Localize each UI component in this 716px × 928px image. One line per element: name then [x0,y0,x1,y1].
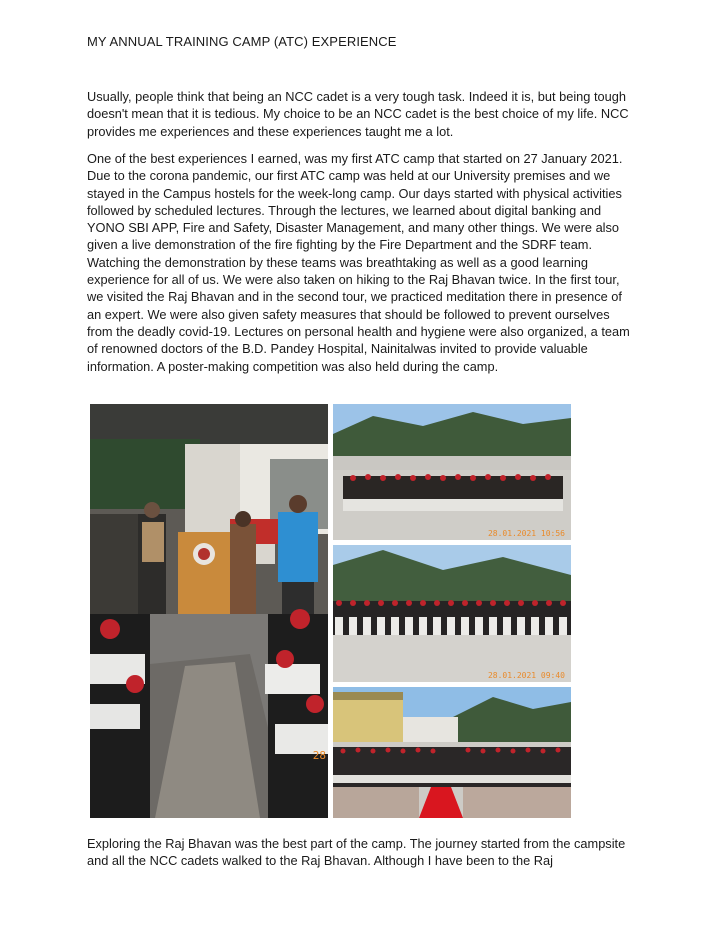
paragraph-camp-experience: One of the best experiences I earned, was my first ATC camp that started on 27 January 2021. Due to the corona pandemic, our first ATC camp was held at our University premises and we stayed in the Campus hostels for the week-long camp. Our days started with physical activities followed by scheduled lectures. Through the lectures, we learned about digital banking and YONO SBI APP, Fire and Safety, Disaster Management, and many other things. We were also given a live demonstration of the fire fighting by the Fire Department and the SDRF team. Watching the demonstration by these teams was breathtaking as well as a good learning experience for all of us. We were also taken on hiking to the Raj Bhavan twice. In the first tour, we visited the Raj Bhavan and in the second tour, we practiced meditation there in presence of an expert. We were also given safety measures that should be followed to prevent ourselves from the deadly covid-19. Lectures on personal health and hygiene were also organized, a team of renowned doctors of the B.D. Pandey Hospital, Nainitalwas invited to provide valuable information. A poster-making competition was also held during the camp. [87,151,630,374]
photo-date-stamp: 28.01.2021 10:56 [487,529,565,538]
group-photo [333,687,571,818]
ceremony-photo [90,404,328,818]
photo-collage [90,404,571,820]
document-title: MY ANNUAL TRAINING CAMP (ATC) EXPERIENCE [87,34,397,49]
photo-date-stamp: 28 [312,749,326,762]
parade-photo [333,545,571,682]
paragraph-raj-bhavan: Exploring the Raj Bhavan was the best part of the camp. The journey started from the campsite and all the NCC cadets walked to the Raj Bhavan. Although I have been to the Raj [87,836,626,869]
seated-cadets-photo [333,404,571,540]
paragraph-intro: Usually, people think that being an NCC cadet is a very tough task. Indeed it is, but being tough doesn't mean that it is tedious. My choice to be an NCC cadet is the best choice of my life. NCC provides me experiences and these experiences taught me a lot. [87,89,629,139]
photo-date-stamp: 28.01.2021 09:40 [487,671,565,680]
